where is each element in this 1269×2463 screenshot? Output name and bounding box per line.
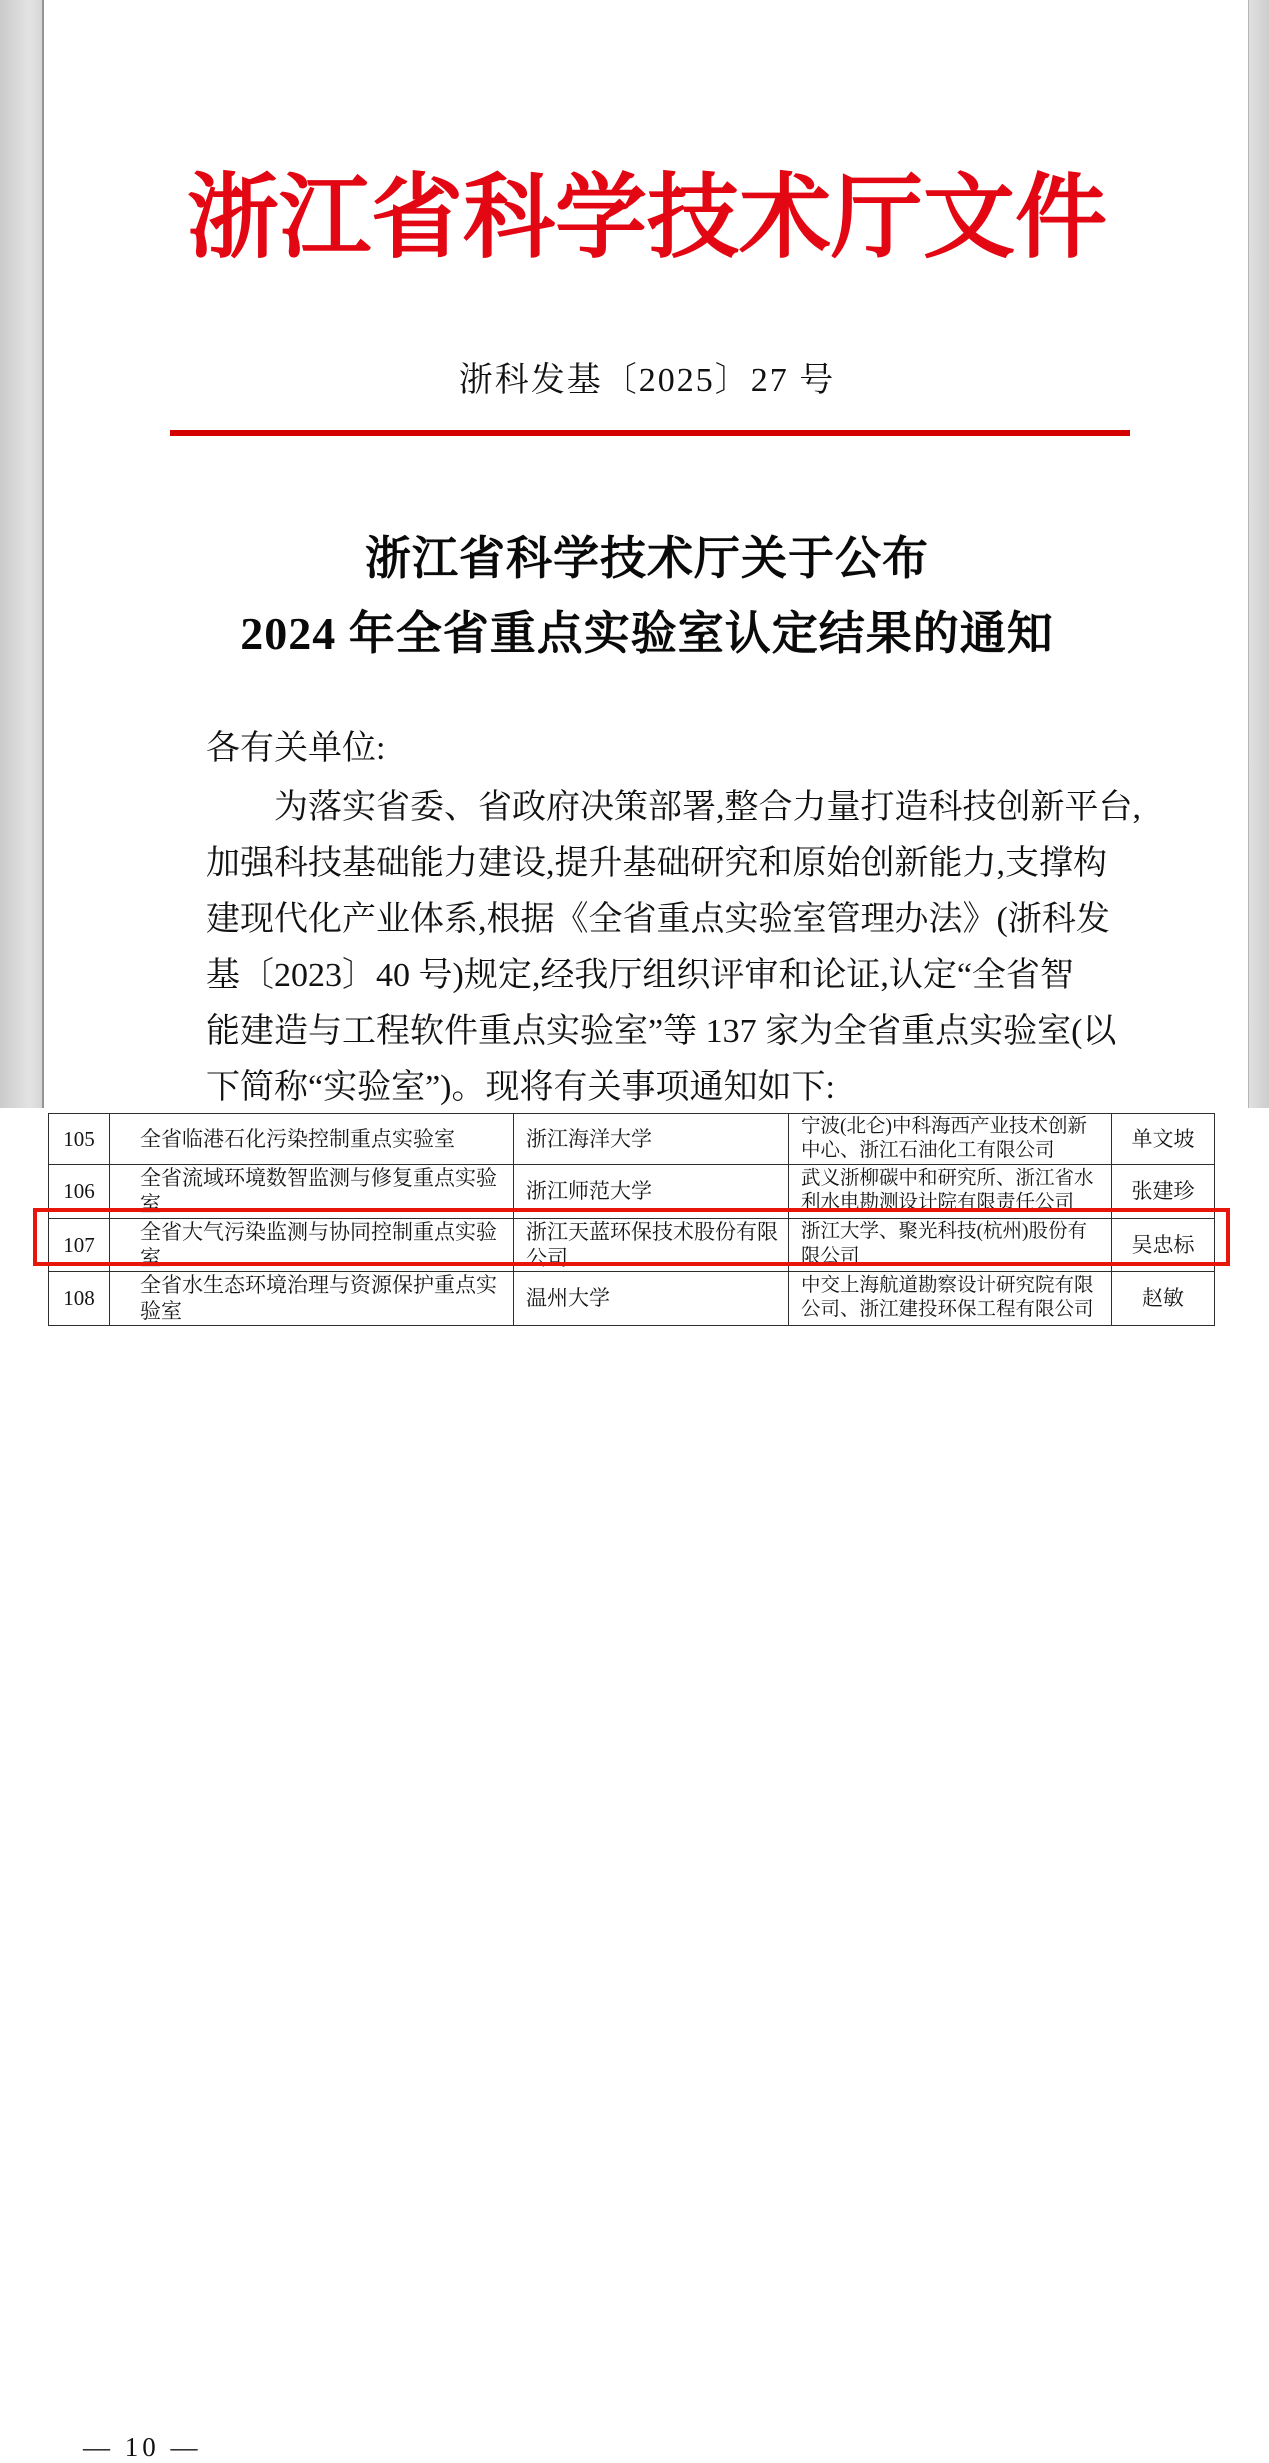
cell-partners: 宁波(北仑)中科海西产业技术创新中心、浙江石油化工有限公司 bbox=[789, 1114, 1112, 1165]
cell-director: 赵敏 bbox=[1112, 1272, 1215, 1326]
page-left-margin bbox=[0, 0, 44, 1110]
body-line: 下简称“实验室”)。现将有关事项通知如下: bbox=[206, 1069, 835, 1106]
cell-no: 105 bbox=[49, 1114, 110, 1165]
body-line: 能建造与工程软件重点实验室”等 137 家为全省重点实验室(以 bbox=[206, 1013, 1117, 1050]
key-lab-result-table bbox=[48, 1113, 1215, 1326]
salutation: 各有关单位: bbox=[206, 730, 386, 767]
cell-partners: 中交上海航道勘察设计研究院有限公司、浙江建投环保工程有限公司 bbox=[789, 1272, 1112, 1326]
cell-partners: 浙江大学、聚光科技(杭州)股份有限公司 bbox=[789, 1218, 1112, 1272]
table-row bbox=[49, 1218, 1215, 1272]
table-row bbox=[49, 1114, 1215, 1165]
body-line: 加强科技基础能力建设,提升基础研究和原始创新能力,支撑构 bbox=[206, 845, 1107, 882]
letterhead-title: 浙江省科学技术厅文件 bbox=[186, 167, 1107, 269]
page-right-margin bbox=[1248, 0, 1269, 1113]
cell-no: 107 bbox=[49, 1218, 110, 1272]
cell-no: 108 bbox=[49, 1272, 110, 1326]
cell-org: 浙江师范大学 bbox=[514, 1165, 789, 1219]
body-line: 建现代化产业体系,根据《全省重点实验室管理办法》(浙科发 bbox=[206, 901, 1110, 938]
letterhead-red-rule bbox=[170, 430, 1130, 436]
body-line: 基〔2023〕40 号)规定,经我厅组织评审和论证,认定“全省智 bbox=[206, 957, 1074, 994]
cell-lab: 全省水生态环境治理与资源保护重点实验室 bbox=[110, 1272, 514, 1326]
result-table-section bbox=[0, 1108, 1269, 2462]
cell-lab: 全省流域环境数智监测与修复重点实验室 bbox=[110, 1165, 514, 1219]
cell-org: 温州大学 bbox=[514, 1272, 789, 1326]
table-row bbox=[49, 1272, 1215, 1326]
cell-org: 浙江海洋大学 bbox=[514, 1114, 789, 1165]
body-line: 为落实省委、省政府决策部署,整合力量打造科技创新平台, bbox=[274, 789, 1141, 826]
cell-director: 单文坡 bbox=[1112, 1114, 1215, 1165]
notice-title-line1: 浙江省科学技术厅关于公布 bbox=[365, 533, 929, 584]
page-number: — 10 — bbox=[83, 2432, 202, 2462]
cell-lab: 全省临港石化污染控制重点实验室 bbox=[110, 1114, 514, 1165]
body-paragraph bbox=[206, 782, 1211, 1118]
document-number: 浙科发基〔2025〕27 号 bbox=[458, 362, 836, 399]
cell-partners: 武义浙柳碳中和研究所、浙江省水利水电勘测设计院有限责任公司 bbox=[789, 1165, 1112, 1219]
cell-director: 张建珍 bbox=[1112, 1165, 1215, 1219]
cell-no: 106 bbox=[49, 1165, 110, 1219]
table-row bbox=[49, 1165, 1215, 1219]
cell-lab: 全省大气污染监测与协同控制重点实验室 bbox=[110, 1218, 514, 1272]
cell-org: 浙江天蓝环保技术股份有限公司 bbox=[514, 1218, 789, 1272]
cell-director: 吴忠标 bbox=[1112, 1218, 1215, 1272]
document-page bbox=[46, 0, 1248, 1110]
notice-title-line2: 2024 年全省重点实验室认定结果的通知 bbox=[240, 608, 1054, 659]
